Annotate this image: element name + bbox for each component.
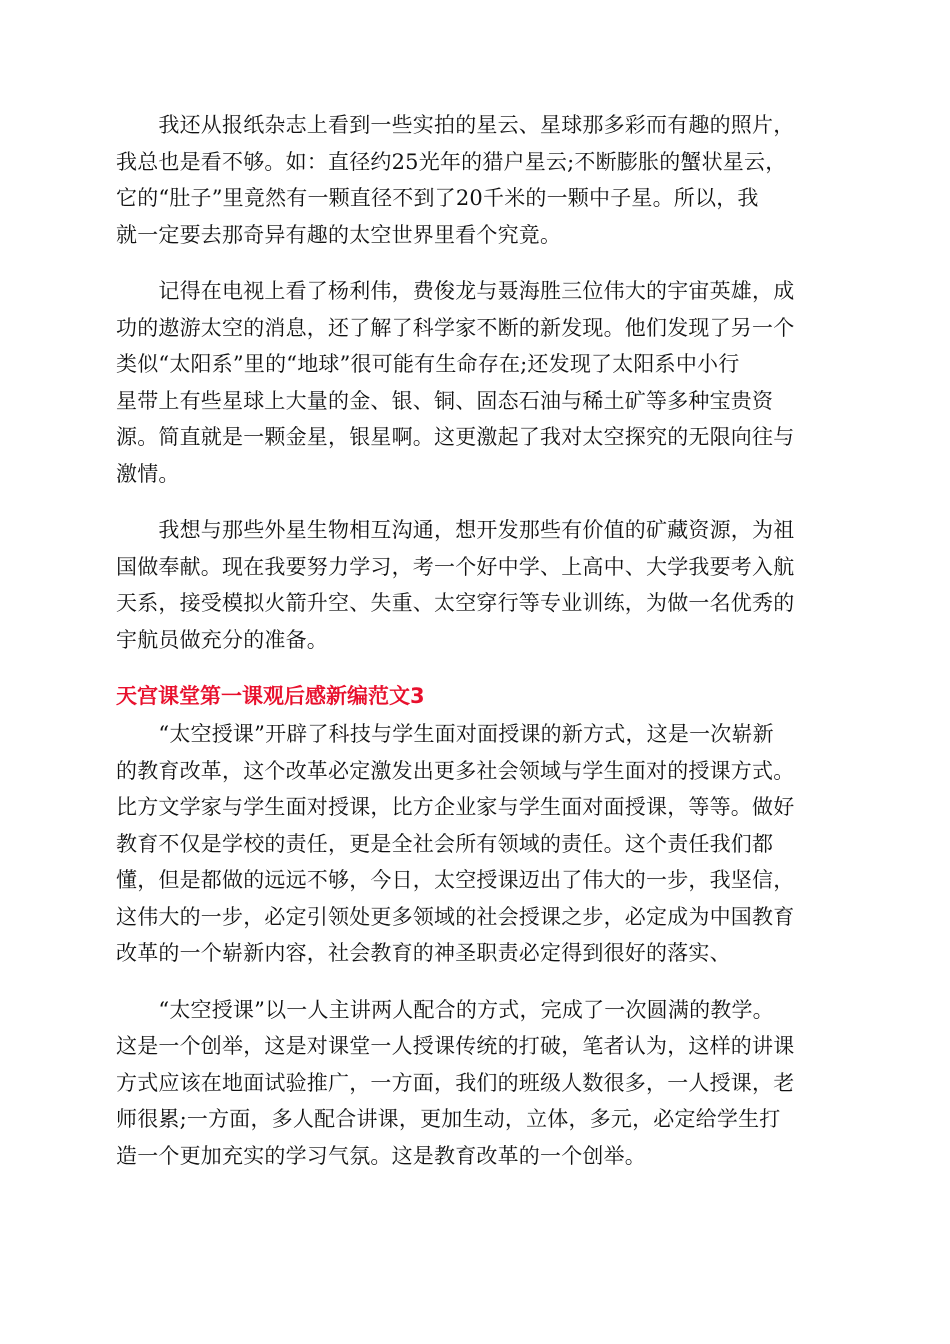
text-line: 师很累;一方面，多人配合讲课，更加生动，立体，多元，必定给学生打 [116, 1107, 781, 1131]
text-line: 造一个更加充实的学习气氛。这是教育改革的一个创举。 [116, 1143, 646, 1168]
text-line: 这伟大的一步，必定引领处更多领域的社会授课之步，必定成为中国教育 [116, 904, 795, 929]
paragraph-aspiration [116, 512, 834, 658]
text-line: 类似“太阳系”里的“地球”很可能有生命存在;还发现了太阳系中小行 [116, 352, 740, 376]
text-line: 我总也是看不够。如：直径约25光年的猎户星云;不断膨胀的蟹状星云， [116, 149, 787, 174]
paragraph-nebula-photos [116, 107, 834, 253]
text-line: 方式应该在地面试验推广，一方面，我们的班级人数很多，一人授课，老 [116, 1070, 795, 1095]
paragraph-space-teaching-reform [116, 716, 834, 972]
text-line: 国做奉献。现在我要努力学习，考一个好中学、上高中、大学我要考入航 [116, 554, 795, 579]
text-line: “太空授课”开辟了科技与学生面对面授课的新方式，这是一次崭新 [116, 722, 774, 746]
text-line: 就一定要去那奇异有趣的太空世界里看个究竟。 [116, 222, 562, 247]
text-line: 源。简直就是一颗金星，银星啊。这更激起了我对太空探究的无限向往与 [116, 425, 795, 449]
text-line: 激情。 [116, 461, 180, 486]
text-line: 我还从报纸杂志上看到一些实拍的星云、星球那多彩而有趣的照片， [116, 113, 795, 137]
text-line: 宇航员做充分的准备。 [116, 627, 328, 652]
text-line: 我想与那些外星生物相互沟通，想开发那些有价值的矿藏资源，为祖 [116, 518, 795, 542]
text-line: 教育不仅是学校的责任，更是全社会所有领域的责任。这个责任我们都 [116, 831, 774, 856]
text-line: “太空授课”以一人主讲两人配合的方式，完成了一次圆满的教学。 [116, 997, 774, 1022]
text-line: 这是一个创举，这是对课堂一人授课传统的打破，笔者认为，这样的讲课 [116, 1034, 795, 1058]
text-line: 天系，接受模拟火箭升空、失重、太空穿行等专业训练，为做一名优秀的 [116, 591, 795, 615]
text-line: 的教育改革，这个改革必定激发出更多社会领域与学生面对的授课方式。 [116, 758, 795, 783]
text-line: 改革的一个崭新内容，社会教育的神圣职责必定得到很好的落实、 [116, 941, 731, 965]
text-line: 它的“肚子”里竟然有一颗直径不到了20千米的一颗中子星。所以，我 [116, 186, 759, 210]
section-heading: 天宫课堂第一课观后感新编范文3 [116, 684, 425, 708]
text-line: 功的遨游太空的消息，还了解了科学家不断的新发现。他们发现了另一个 [116, 315, 795, 340]
paragraph-team-teaching [116, 992, 834, 1175]
paragraph-astronaut-heroes [116, 273, 834, 492]
document-body [116, 107, 834, 1194]
text-line: 比方文学家与学生面对授课，比方企业家与学生面对面授课，等等。做好 [116, 795, 795, 819]
text-line: 懂，但是都做的远远不够，今日，太空授课迈出了伟大的一步，我坚信， [116, 868, 795, 892]
text-line: 记得在电视上看了杨利伟，费俊龙与聂海胜三位伟大的宇宙英雄，成 [116, 279, 795, 303]
text-line: 星带上有些星球上大量的金、银、铜、固态石油与稀土矿等多种宝贵资 [116, 388, 774, 413]
